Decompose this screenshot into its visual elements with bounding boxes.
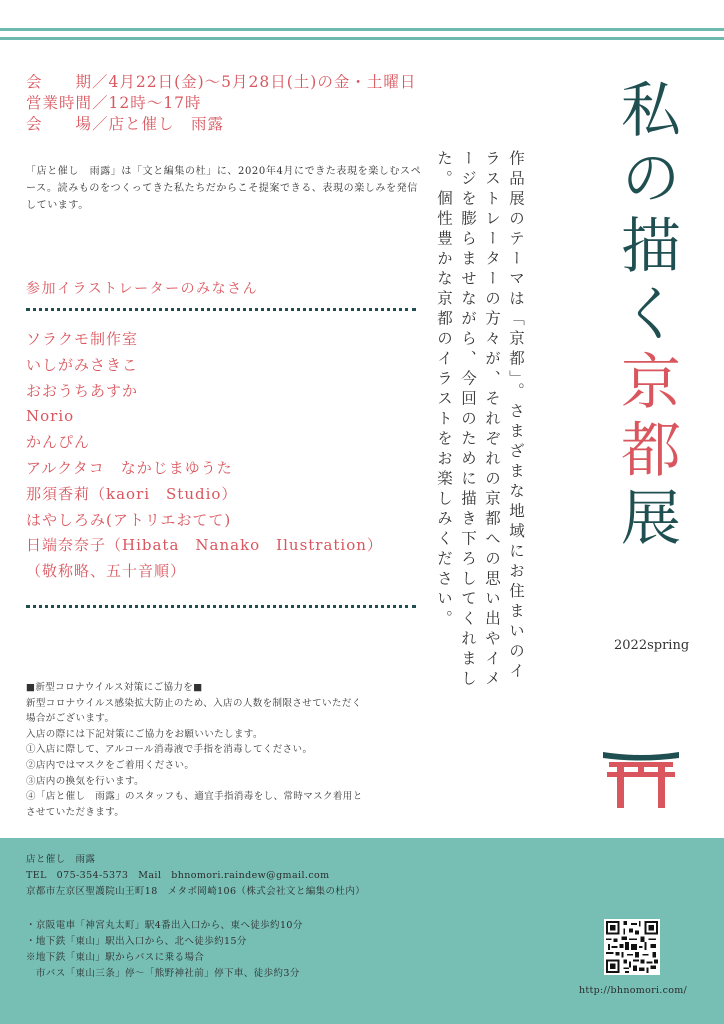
event-info <box>26 72 416 135</box>
list-item: 那須香莉（kaori Studio） <box>26 484 238 503</box>
event-period: 会 期／4月22日(金)～5月28日(土)の金・土曜日 <box>26 73 417 91</box>
shop-name: 店と催し 雨露 <box>26 854 96 865</box>
notice-line: ②店内ではマスクをご着用ください。 <box>26 759 195 771</box>
access-line: ※地下鉄「東山」駅からバスに乗る場合 <box>26 952 205 963</box>
main-title <box>606 78 686 554</box>
notice-line: 新型コロナウイルス感染拡大防止のため、入店の人数を制限させていただく <box>26 697 362 709</box>
event-venue: 会 場／店と催し 雨露 <box>26 115 225 133</box>
list-item: Norio <box>26 407 75 426</box>
list-item: （敬称略、五十音順） <box>26 562 187 581</box>
title-part1: 私の描く <box>611 78 681 350</box>
subtitle: 2022spring <box>614 638 690 653</box>
notice-line: ■新型コロナウイルス対策にご協力を■ <box>26 682 203 693</box>
contact-line: TEL 075-354-5373 Mail bhnomori.raindew@gmail.com <box>26 870 330 881</box>
shop-info <box>26 852 365 900</box>
description-vertical: 作品展のテーマは「京都」。さまざまな地域にお住まいのイラストレーターの方々が、それぞれの京都への思い出やイメージを膨らませながら、今回のために描き下ろしてくれました。個性豊かな京都のイラストをお楽しみください。 <box>435 150 525 690</box>
intro-text: 「店と催し 雨露」は「文と編集の杜」に、2020年4月にできた表現を楽しむスペース。読みものをつくってきた私たちだからこそ提案できる、表現の楽しみを発信しています。 <box>26 166 422 211</box>
title-kyoto: 京都 <box>611 350 681 486</box>
access-line: ・京阪電車「神宮丸太町」駅4番出入口から、東へ徒歩約10分 <box>26 920 303 931</box>
notice-line: 入店の際には下記対策にご協力をお願いいたします。 <box>26 728 263 740</box>
access-info <box>26 918 303 982</box>
list-item: ソラクモ制作室 <box>26 330 139 348</box>
address-line: 京都市左京区聖護院山王町18 メタボ岡崎106（株式会社文と編集の杜内） <box>26 886 366 897</box>
list-item: 日端奈奈子（Hibata Nanako Ilustration） <box>26 536 383 555</box>
notice-line: 場合がございます。 <box>26 713 115 725</box>
notice-line: させていただきます。 <box>26 806 125 818</box>
list-item: おおうちあすか <box>26 381 139 400</box>
covid-notice <box>26 680 446 820</box>
list-item: かんぴん <box>26 433 91 452</box>
list-item: いしがみさきこ <box>26 355 139 374</box>
qr-code[interactable] <box>604 919 660 975</box>
notice-line: ①入店に際して、アルコール消毒液で手指を消毒してください。 <box>26 744 313 756</box>
top-rule <box>0 37 724 40</box>
website-url[interactable]: http://bhnomori.com/ <box>579 985 688 996</box>
event-hours: 営業時間／12時～17時 <box>26 94 202 112</box>
title-part3: 展 <box>611 486 681 554</box>
notice-line: ③店内の換気を行います。 <box>26 775 145 787</box>
illustrators-heading: 参加イラストレーターのみなさん <box>26 281 259 297</box>
torii-icon <box>603 748 679 810</box>
access-line: 市バス「東山三条」停～「熊野神社前」停下車、徒歩約3分 <box>26 968 300 979</box>
notice-line: ④「店と催し 雨露」のスタッフも、適宜手指消毒をし、常時マスク着用と <box>26 791 363 803</box>
list-item: アルクタコ なかじまゆうた <box>26 458 233 477</box>
list-item: はやしろみ(アトリエおてて) <box>26 510 232 529</box>
top-rule <box>0 28 724 31</box>
access-line: ・地下鉄「東山」駅出入口から、北へ徒歩約15分 <box>26 936 247 947</box>
